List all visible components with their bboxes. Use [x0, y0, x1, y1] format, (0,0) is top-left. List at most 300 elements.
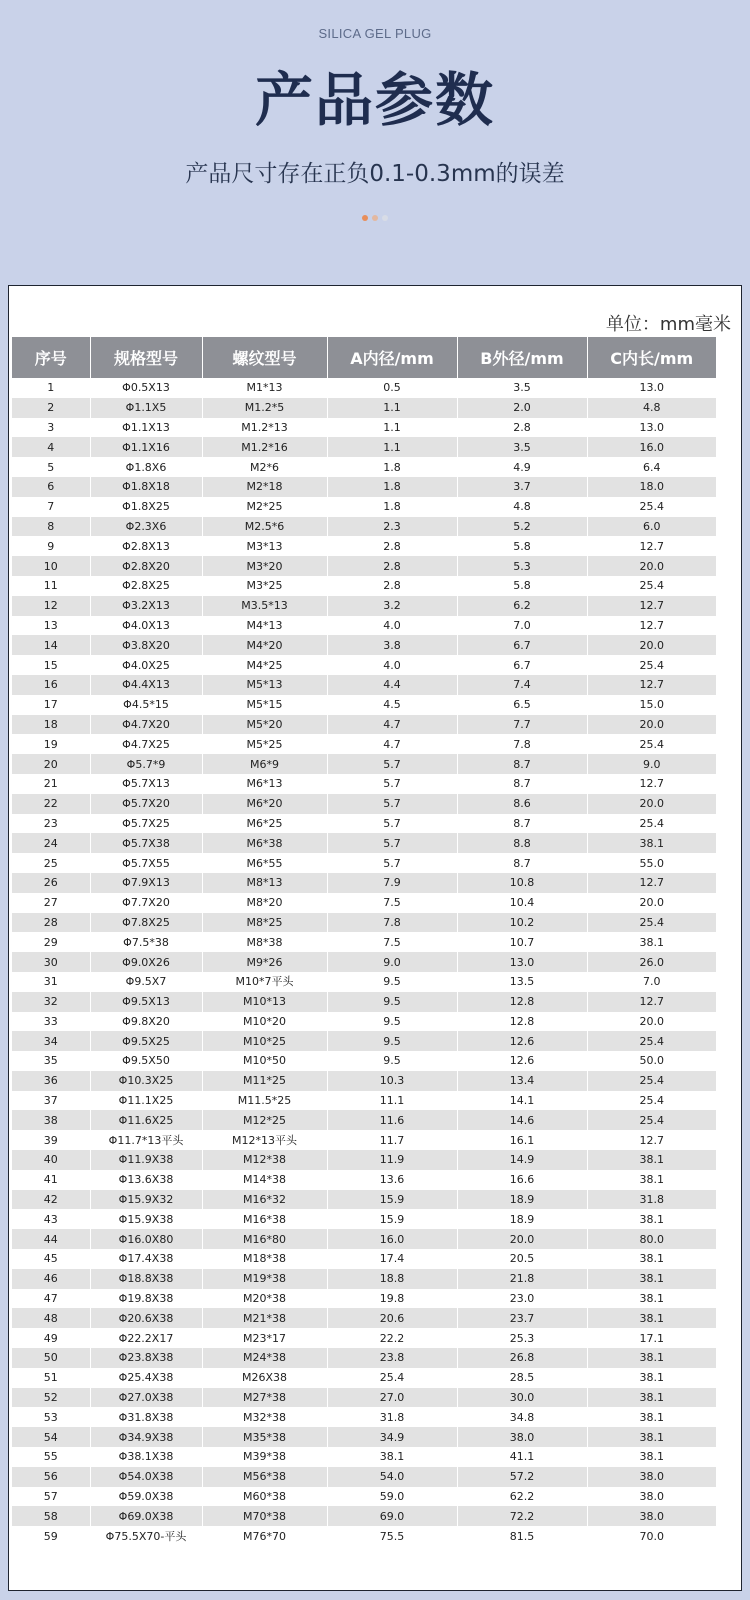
table-row: [12, 378, 716, 398]
spec-table: [12, 337, 716, 1546]
outer-diameter-cell: 26.8: [457, 1348, 587, 1368]
english-subtitle: SILICA GEL PLUG: [318, 26, 432, 41]
inner-length-cell: 38.1: [587, 1407, 716, 1427]
inner-diameter-cell: 5.7: [327, 794, 457, 814]
thread-model-cell: M1.2*5: [202, 398, 327, 418]
pagination-dots: [0, 215, 750, 221]
outer-diameter-cell: 16.6: [457, 1170, 587, 1190]
inner-diameter-cell: 11.1: [327, 1091, 457, 1111]
thread-model-cell: M6*55: [202, 853, 327, 873]
table-row: [12, 1407, 716, 1427]
inner-diameter-cell: 4.7: [327, 734, 457, 754]
inner-length-cell: 13.0: [587, 418, 716, 438]
inner-length-cell: 25.4: [587, 655, 716, 675]
index-cell: 4: [12, 437, 90, 457]
index-cell: 19: [12, 734, 90, 754]
inner-diameter-cell: 1.8: [327, 497, 457, 517]
thread-model-cell: M1.2*13: [202, 418, 327, 438]
table-row: [12, 635, 716, 655]
inner-diameter-cell: 2.8: [327, 576, 457, 596]
spec-model-cell: Φ1.8X18: [90, 477, 202, 497]
thread-model-cell: M6*25: [202, 814, 327, 834]
outer-diameter-cell: 6.7: [457, 655, 587, 675]
table-row: [12, 913, 716, 933]
thread-model-cell: M8*38: [202, 932, 327, 952]
index-cell: 20: [12, 754, 90, 774]
inner-length-cell: 12.7: [587, 536, 716, 556]
spec-model-cell: Φ20.6X38: [90, 1308, 202, 1328]
spec-model-cell: Φ9.8X20: [90, 1012, 202, 1032]
outer-diameter-cell: 8.7: [457, 814, 587, 834]
inner-length-cell: 38.1: [587, 833, 716, 853]
inner-length-cell: 31.8: [587, 1190, 716, 1210]
table-row: [12, 814, 716, 834]
index-cell: 35: [12, 1051, 90, 1071]
inner-diameter-cell: 69.0: [327, 1506, 457, 1526]
column-header: A内径/mm: [327, 337, 457, 378]
inner-diameter-cell: 22.2: [327, 1328, 457, 1348]
spec-model-cell: Φ4.0X25: [90, 655, 202, 675]
spec-model-cell: Φ27.0X38: [90, 1388, 202, 1408]
index-cell: 56: [12, 1467, 90, 1487]
outer-diameter-cell: 3.5: [457, 437, 587, 457]
outer-diameter-cell: 23.0: [457, 1289, 587, 1309]
table-row: [12, 1348, 716, 1368]
index-cell: 39: [12, 1130, 90, 1150]
inner-diameter-cell: 7.8: [327, 913, 457, 933]
table-row: [12, 715, 716, 735]
inner-length-cell: 20.0: [587, 893, 716, 913]
outer-diameter-cell: 6.2: [457, 596, 587, 616]
spec-model-cell: Φ9.5X50: [90, 1051, 202, 1071]
index-cell: 41: [12, 1170, 90, 1190]
thread-model-cell: M11.5*25: [202, 1091, 327, 1111]
thread-model-cell: M8*20: [202, 893, 327, 913]
spec-model-cell: Φ3.2X13: [90, 596, 202, 616]
table-row: [12, 616, 716, 636]
outer-diameter-cell: 14.6: [457, 1110, 587, 1130]
index-cell: 12: [12, 596, 90, 616]
thread-model-cell: M12*38: [202, 1150, 327, 1170]
table-row: [12, 1071, 716, 1091]
inner-diameter-cell: 7.5: [327, 932, 457, 952]
table-row: [12, 1308, 716, 1328]
inner-diameter-cell: 1.1: [327, 398, 457, 418]
index-cell: 1: [12, 378, 90, 398]
index-cell: 2: [12, 398, 90, 418]
inner-length-cell: 17.1: [587, 1328, 716, 1348]
thread-model-cell: M18*38: [202, 1249, 327, 1269]
outer-diameter-cell: 38.0: [457, 1427, 587, 1447]
inner-diameter-cell: 1.1: [327, 437, 457, 457]
index-cell: 10: [12, 556, 90, 576]
outer-diameter-cell: 5.2: [457, 517, 587, 537]
table-row: [12, 794, 716, 814]
table-row: [12, 497, 716, 517]
table-row: [12, 1051, 716, 1071]
outer-diameter-cell: 23.7: [457, 1308, 587, 1328]
inner-length-cell: 70.0: [587, 1526, 716, 1546]
outer-diameter-cell: 7.7: [457, 715, 587, 735]
index-cell: 31: [12, 972, 90, 992]
table-row: [12, 893, 716, 913]
index-cell: 57: [12, 1487, 90, 1507]
index-cell: 54: [12, 1427, 90, 1447]
thread-model-cell: M6*38: [202, 833, 327, 853]
page-title: 产品参数: [254, 66, 495, 134]
inner-diameter-cell: 11.7: [327, 1130, 457, 1150]
outer-diameter-cell: 18.9: [457, 1190, 587, 1210]
index-cell: 58: [12, 1506, 90, 1526]
inner-length-cell: 38.1: [587, 932, 716, 952]
inner-diameter-cell: 9.0: [327, 952, 457, 972]
dot-indicator: [372, 215, 378, 221]
thread-model-cell: M4*13: [202, 616, 327, 636]
index-cell: 59: [12, 1526, 90, 1546]
spec-model-cell: Φ1.1X5: [90, 398, 202, 418]
inner-diameter-cell: 3.8: [327, 635, 457, 655]
inner-length-cell: 20.0: [587, 556, 716, 576]
table-row: [12, 398, 716, 418]
thread-model-cell: M6*9: [202, 754, 327, 774]
inner-diameter-cell: 13.6: [327, 1170, 457, 1190]
inner-length-cell: 50.0: [587, 1051, 716, 1071]
spec-model-cell: Φ1.8X25: [90, 497, 202, 517]
table-row: [12, 1110, 716, 1130]
outer-diameter-cell: 8.8: [457, 833, 587, 853]
outer-diameter-cell: 10.4: [457, 893, 587, 913]
inner-length-cell: 80.0: [587, 1229, 716, 1249]
thread-model-cell: M10*7平头: [202, 972, 327, 992]
outer-diameter-cell: 57.2: [457, 1467, 587, 1487]
index-cell: 36: [12, 1071, 90, 1091]
index-cell: 49: [12, 1328, 90, 1348]
inner-diameter-cell: 38.1: [327, 1447, 457, 1467]
index-cell: 16: [12, 675, 90, 695]
index-cell: 9: [12, 536, 90, 556]
outer-diameter-cell: 2.0: [457, 398, 587, 418]
table-row: [12, 1447, 716, 1467]
outer-diameter-cell: 12.6: [457, 1031, 587, 1051]
thread-model-cell: M20*38: [202, 1289, 327, 1309]
outer-diameter-cell: 21.8: [457, 1269, 587, 1289]
thread-model-cell: M6*20: [202, 794, 327, 814]
inner-length-cell: 38.1: [587, 1150, 716, 1170]
thread-model-cell: M76*70: [202, 1526, 327, 1546]
inner-length-cell: 25.4: [587, 1110, 716, 1130]
thread-model-cell: M35*38: [202, 1427, 327, 1447]
inner-diameter-cell: 7.5: [327, 893, 457, 913]
table-row: [12, 1289, 716, 1309]
spec-model-cell: Φ54.0X38: [90, 1467, 202, 1487]
table-row: [12, 992, 716, 1012]
thread-model-cell: M10*13: [202, 992, 327, 1012]
outer-diameter-cell: 5.8: [457, 536, 587, 556]
inner-diameter-cell: 19.8: [327, 1289, 457, 1309]
thread-model-cell: M60*38: [202, 1487, 327, 1507]
index-cell: 25: [12, 853, 90, 873]
thread-model-cell: M3*13: [202, 536, 327, 556]
inner-diameter-cell: 9.5: [327, 972, 457, 992]
table-row: [12, 1170, 716, 1190]
outer-diameter-cell: 14.9: [457, 1150, 587, 1170]
table-row: [12, 952, 716, 972]
inner-length-cell: 25.4: [587, 913, 716, 933]
spec-model-cell: Φ0.5X13: [90, 378, 202, 398]
outer-diameter-cell: 5.8: [457, 576, 587, 596]
inner-diameter-cell: 2.8: [327, 556, 457, 576]
inner-length-cell: 38.1: [587, 1308, 716, 1328]
inner-length-cell: 9.0: [587, 754, 716, 774]
table-row: [12, 1328, 716, 1348]
index-cell: 46: [12, 1269, 90, 1289]
thread-model-cell: M12*13平头: [202, 1130, 327, 1150]
table-row: [12, 873, 716, 893]
outer-diameter-cell: 10.2: [457, 913, 587, 933]
spec-model-cell: Φ4.0X13: [90, 616, 202, 636]
spec-model-cell: Φ19.8X38: [90, 1289, 202, 1309]
inner-length-cell: 12.7: [587, 675, 716, 695]
spec-model-cell: Φ1.1X16: [90, 437, 202, 457]
table-row: [12, 457, 716, 477]
index-cell: 51: [12, 1368, 90, 1388]
spec-model-cell: Φ7.9X13: [90, 873, 202, 893]
table-row: [12, 1487, 716, 1507]
inner-diameter-cell: 4.0: [327, 655, 457, 675]
outer-diameter-cell: 41.1: [457, 1447, 587, 1467]
spec-model-cell: Φ2.8X20: [90, 556, 202, 576]
inner-diameter-cell: 18.8: [327, 1269, 457, 1289]
column-header: 规格型号: [90, 337, 202, 378]
outer-diameter-cell: 5.3: [457, 556, 587, 576]
index-cell: 47: [12, 1289, 90, 1309]
thread-model-cell: M16*32: [202, 1190, 327, 1210]
inner-length-cell: 38.1: [587, 1447, 716, 1467]
table-row: [12, 1427, 716, 1447]
thread-model-cell: M8*13: [202, 873, 327, 893]
index-cell: 21: [12, 774, 90, 794]
spec-model-cell: Φ5.7*9: [90, 754, 202, 774]
outer-diameter-cell: 62.2: [457, 1487, 587, 1507]
spec-model-cell: Φ9.5X13: [90, 992, 202, 1012]
inner-length-cell: 38.0: [587, 1487, 716, 1507]
table-row: [12, 576, 716, 596]
inner-diameter-cell: 2.8: [327, 536, 457, 556]
table-row: [12, 1209, 716, 1229]
inner-diameter-cell: 9.5: [327, 992, 457, 1012]
inner-diameter-cell: 54.0: [327, 1467, 457, 1487]
table-row: [12, 774, 716, 794]
table-row: [12, 437, 716, 457]
thread-model-cell: M10*25: [202, 1031, 327, 1051]
inner-diameter-cell: 4.5: [327, 695, 457, 715]
spec-model-cell: Φ4.7X25: [90, 734, 202, 754]
thread-model-cell: M2*18: [202, 477, 327, 497]
thread-model-cell: M1.2*16: [202, 437, 327, 457]
index-cell: 48: [12, 1308, 90, 1328]
spec-model-cell: Φ9.0X26: [90, 952, 202, 972]
inner-length-cell: 38.1: [587, 1368, 716, 1388]
index-cell: 28: [12, 913, 90, 933]
inner-length-cell: 38.1: [587, 1249, 716, 1269]
thread-model-cell: M2.5*6: [202, 517, 327, 537]
unit-label: 单位：mm毫米: [605, 314, 731, 335]
outer-diameter-cell: 34.8: [457, 1407, 587, 1427]
index-cell: 43: [12, 1209, 90, 1229]
thread-model-cell: M21*38: [202, 1308, 327, 1328]
inner-diameter-cell: 75.5: [327, 1526, 457, 1546]
inner-diameter-cell: 15.9: [327, 1190, 457, 1210]
spec-model-cell: Φ4.4X13: [90, 675, 202, 695]
column-header: C内长/mm: [587, 337, 716, 378]
spec-model-cell: Φ15.9X38: [90, 1209, 202, 1229]
outer-diameter-cell: 8.7: [457, 754, 587, 774]
inner-length-cell: 12.7: [587, 596, 716, 616]
table-row: [12, 1249, 716, 1269]
inner-length-cell: 38.1: [587, 1348, 716, 1368]
index-cell: 29: [12, 932, 90, 952]
thread-model-cell: M3*20: [202, 556, 327, 576]
inner-diameter-cell: 2.3: [327, 517, 457, 537]
outer-diameter-cell: 25.3: [457, 1328, 587, 1348]
spec-model-cell: Φ11.6X25: [90, 1110, 202, 1130]
inner-diameter-cell: 4.0: [327, 616, 457, 636]
spec-model-cell: Φ5.7X25: [90, 814, 202, 834]
spec-model-cell: Φ9.5X7: [90, 972, 202, 992]
index-cell: 14: [12, 635, 90, 655]
table-row: [12, 1269, 716, 1289]
thread-model-cell: M11*25: [202, 1071, 327, 1091]
table-row: [12, 1190, 716, 1210]
index-cell: 5: [12, 457, 90, 477]
spec-model-cell: Φ2.8X25: [90, 576, 202, 596]
index-cell: 34: [12, 1031, 90, 1051]
table-row: [12, 1467, 716, 1487]
spec-model-cell: Φ5.7X38: [90, 833, 202, 853]
thread-model-cell: M23*17: [202, 1328, 327, 1348]
table-header-row: [12, 337, 716, 378]
spec-model-cell: Φ69.0X38: [90, 1506, 202, 1526]
inner-diameter-cell: 59.0: [327, 1487, 457, 1507]
spec-model-cell: Φ13.6X38: [90, 1170, 202, 1190]
inner-length-cell: 12.7: [587, 873, 716, 893]
outer-diameter-cell: 7.4: [457, 675, 587, 695]
table-row: [12, 1091, 716, 1111]
index-cell: 15: [12, 655, 90, 675]
inner-diameter-cell: 5.7: [327, 754, 457, 774]
outer-diameter-cell: 18.9: [457, 1209, 587, 1229]
index-cell: 38: [12, 1110, 90, 1130]
inner-length-cell: 12.7: [587, 1130, 716, 1150]
outer-diameter-cell: 20.5: [457, 1249, 587, 1269]
thread-model-cell: M8*25: [202, 913, 327, 933]
table-row: [12, 1526, 716, 1546]
outer-diameter-cell: 13.0: [457, 952, 587, 972]
index-cell: 3: [12, 418, 90, 438]
index-cell: 50: [12, 1348, 90, 1368]
inner-length-cell: 18.0: [587, 477, 716, 497]
table-row: [12, 1031, 716, 1051]
dot-indicator: [362, 215, 368, 221]
spec-model-cell: Φ75.5X70-平头: [90, 1526, 202, 1546]
inner-length-cell: 25.4: [587, 1071, 716, 1091]
spec-model-cell: Φ11.1X25: [90, 1091, 202, 1111]
outer-diameter-cell: 6.5: [457, 695, 587, 715]
inner-diameter-cell: 4.4: [327, 675, 457, 695]
inner-length-cell: 20.0: [587, 635, 716, 655]
spec-model-cell: Φ4.5*15: [90, 695, 202, 715]
column-header: 序号: [12, 337, 90, 378]
outer-diameter-cell: 3.7: [457, 477, 587, 497]
index-cell: 27: [12, 893, 90, 913]
table-row: [12, 655, 716, 675]
outer-diameter-cell: 16.1: [457, 1130, 587, 1150]
inner-diameter-cell: 20.6: [327, 1308, 457, 1328]
inner-length-cell: 38.0: [587, 1467, 716, 1487]
thread-model-cell: M5*15: [202, 695, 327, 715]
index-cell: 37: [12, 1091, 90, 1111]
table-row: [12, 1130, 716, 1150]
outer-diameter-cell: 8.6: [457, 794, 587, 814]
inner-diameter-cell: 23.8: [327, 1348, 457, 1368]
index-cell: 40: [12, 1150, 90, 1170]
thread-model-cell: M3.5*13: [202, 596, 327, 616]
index-cell: 18: [12, 715, 90, 735]
inner-diameter-cell: 27.0: [327, 1388, 457, 1408]
spec-model-cell: Φ18.8X38: [90, 1269, 202, 1289]
outer-diameter-cell: 6.7: [457, 635, 587, 655]
thread-model-cell: M16*38: [202, 1209, 327, 1229]
table-row: [12, 418, 716, 438]
thread-model-cell: M39*38: [202, 1447, 327, 1467]
table-body: [12, 378, 716, 1546]
index-cell: 42: [12, 1190, 90, 1210]
table-row: [12, 517, 716, 537]
index-cell: 26: [12, 873, 90, 893]
spec-model-cell: Φ59.0X38: [90, 1487, 202, 1507]
inner-length-cell: 25.4: [587, 814, 716, 834]
table-row: [12, 1368, 716, 1388]
table-row: [12, 675, 716, 695]
outer-diameter-cell: 13.4: [457, 1071, 587, 1091]
inner-length-cell: 13.0: [587, 378, 716, 398]
outer-diameter-cell: 4.9: [457, 457, 587, 477]
column-header: B外径/mm: [457, 337, 587, 378]
inner-diameter-cell: 34.9: [327, 1427, 457, 1447]
outer-diameter-cell: 13.5: [457, 972, 587, 992]
index-cell: 17: [12, 695, 90, 715]
table-row: [12, 853, 716, 873]
thread-model-cell: M5*20: [202, 715, 327, 735]
inner-diameter-cell: 3.2: [327, 596, 457, 616]
spec-model-cell: Φ11.7*13平头: [90, 1130, 202, 1150]
outer-diameter-cell: 8.7: [457, 853, 587, 873]
spec-model-cell: Φ16.0X80: [90, 1229, 202, 1249]
inner-length-cell: 12.7: [587, 992, 716, 1012]
index-cell: 55: [12, 1447, 90, 1467]
index-cell: 44: [12, 1229, 90, 1249]
inner-length-cell: 15.0: [587, 695, 716, 715]
outer-diameter-cell: 72.2: [457, 1506, 587, 1526]
spec-model-cell: Φ38.1X38: [90, 1447, 202, 1467]
index-cell: 8: [12, 517, 90, 537]
thread-model-cell: M3*25: [202, 576, 327, 596]
thread-model-cell: M14*38: [202, 1170, 327, 1190]
thread-model-cell: M2*6: [202, 457, 327, 477]
inner-diameter-cell: 5.7: [327, 814, 457, 834]
inner-diameter-cell: 31.8: [327, 1407, 457, 1427]
inner-length-cell: 26.0: [587, 952, 716, 972]
